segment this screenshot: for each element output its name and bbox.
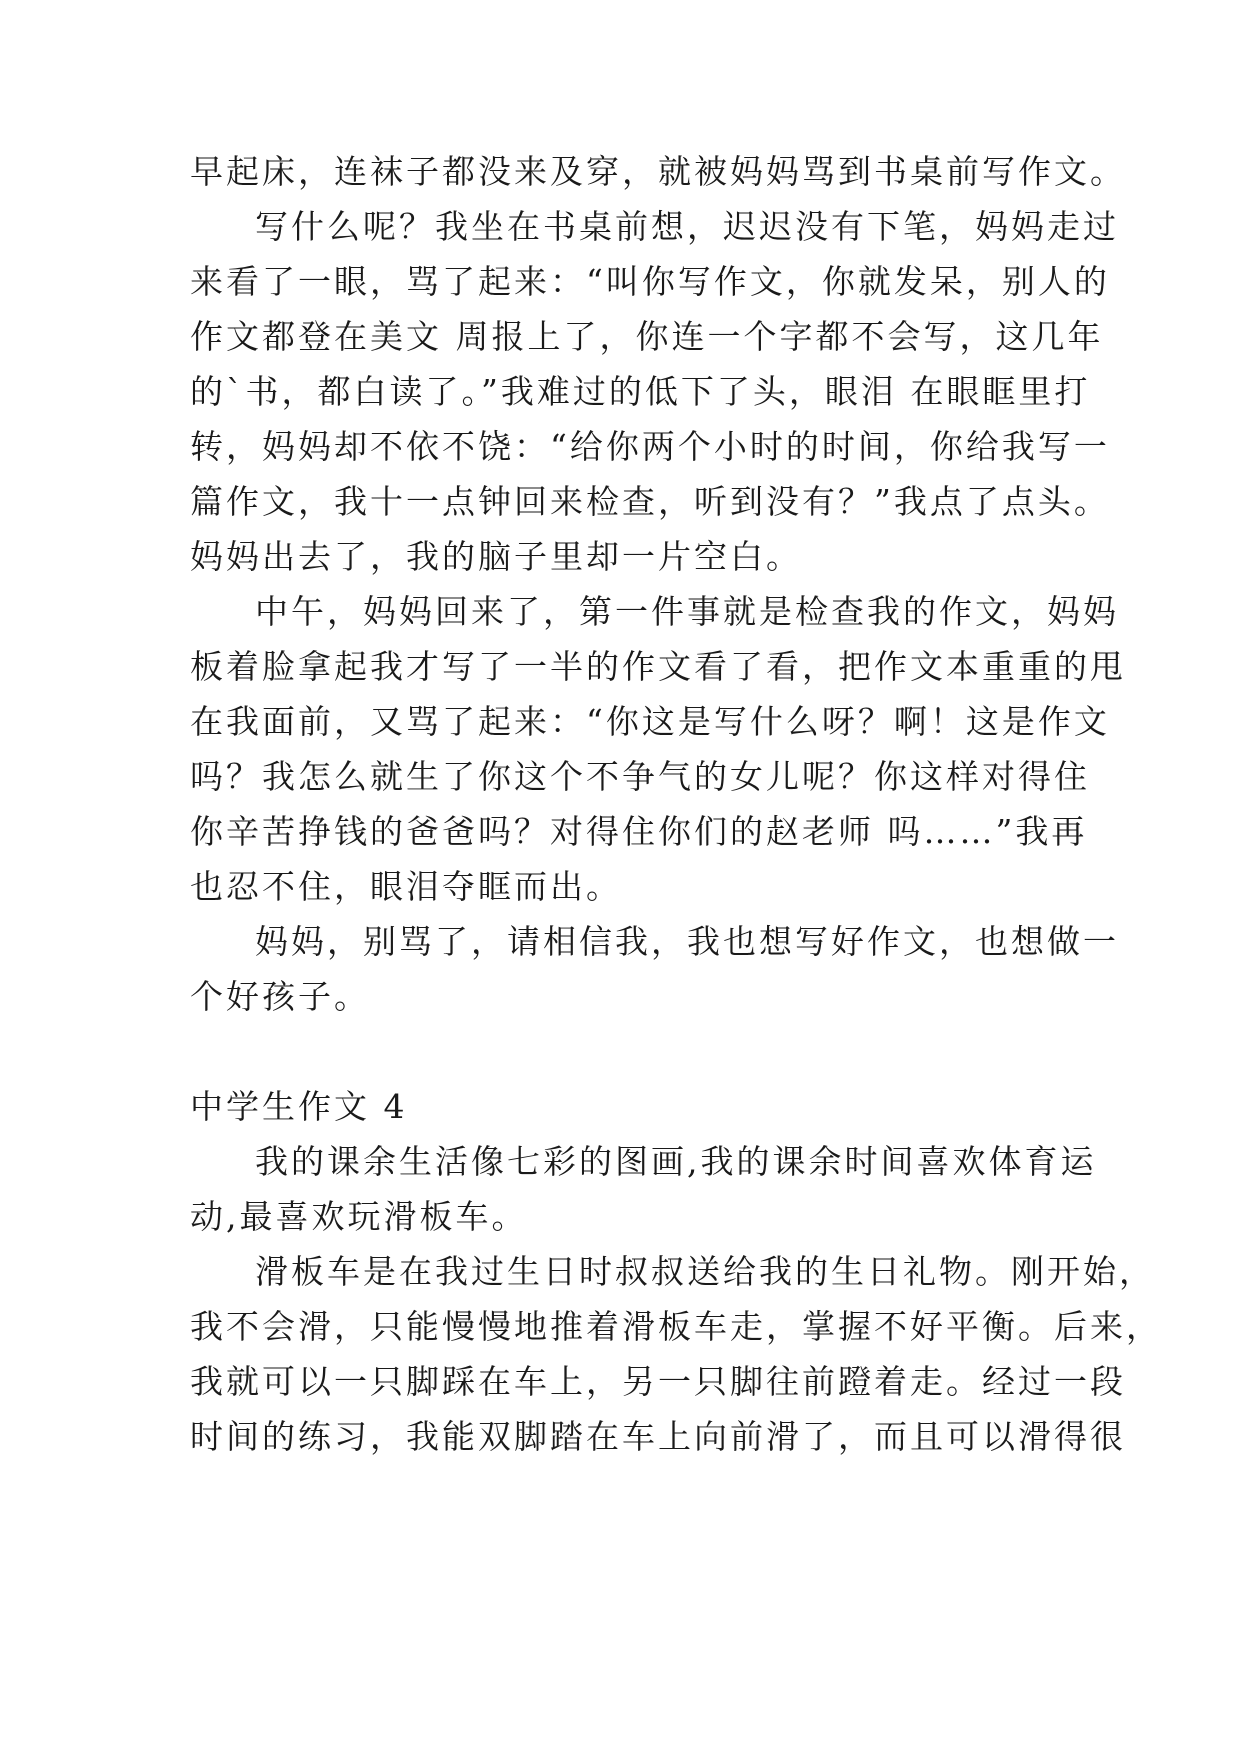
- text-line: 妈妈出去了，我的脑子里却一片空白。: [190, 537, 802, 576]
- text-line: 滑板车是在我过生日时叔叔送给我的生日礼物。刚开始，: [255, 1252, 1155, 1291]
- text-line: 动,最喜欢玩滑板车。: [190, 1197, 528, 1236]
- text-line: 篇作文，我十一点钟回来检查，听到没有？”我点了点头。: [190, 482, 1110, 521]
- text-line: 时间的练习，我能双脚踏在车上向前滑了，而且可以滑得很: [190, 1417, 1126, 1456]
- text-line: 妈妈，别骂了，请相信我，我也想写好作文，也想做一: [255, 922, 1119, 961]
- text-line: 在我面前，又骂了起来：“你这是写什么呀？啊！这是作文: [190, 702, 1110, 741]
- text-line: 作文都登在美文 周报上了，你连一个字都不会写，这几年: [190, 317, 1104, 356]
- text-line: 我不会滑，只能慢慢地推着滑板车走，掌握不好平衡。后来，: [190, 1307, 1162, 1346]
- text-line: 写什么呢？我坐在书桌前想，迟迟没有下笔，妈妈走过: [255, 207, 1119, 246]
- section-heading: 中学生作文 4: [190, 1087, 408, 1126]
- text-line: 我的课余生活像七彩的图画,我的课余时间喜欢体育运: [255, 1142, 1097, 1181]
- text-line: 也忍不住，眼泪夺眶而出。: [190, 867, 622, 906]
- text-line: 个好孩子。: [190, 977, 370, 1016]
- text-line: 吗？我怎么就生了你这个不争气的女儿呢？你这样对得住: [190, 757, 1090, 796]
- text-line: 中午，妈妈回来了，第一件事就是检查我的作文，妈妈: [255, 592, 1119, 631]
- text-line: 转，妈妈却不依不饶：“给你两个小时的时间，你给我写一: [190, 427, 1110, 466]
- text-line: 早起床，连袜子都没来及穿，就被妈妈骂到书桌前写作文。: [190, 152, 1126, 191]
- text-line: 来看了一眼，骂了起来：“叫你写作文，你就发呆，别人的: [190, 262, 1110, 301]
- text-line: 的`书，都白读了。”我难过的低下了头，眼泪 在眼眶里打: [190, 372, 1091, 411]
- text-line: 板着脸拿起我才写了一半的作文看了看，把作文本重重的甩: [190, 647, 1126, 686]
- text-line: 我就可以一只脚踩在车上，另一只脚往前蹬着走。经过一段: [190, 1362, 1126, 1401]
- text-line: 你辛苦挣钱的爸爸吗？对得住你们的赵老师 吗……”我再: [190, 812, 1088, 851]
